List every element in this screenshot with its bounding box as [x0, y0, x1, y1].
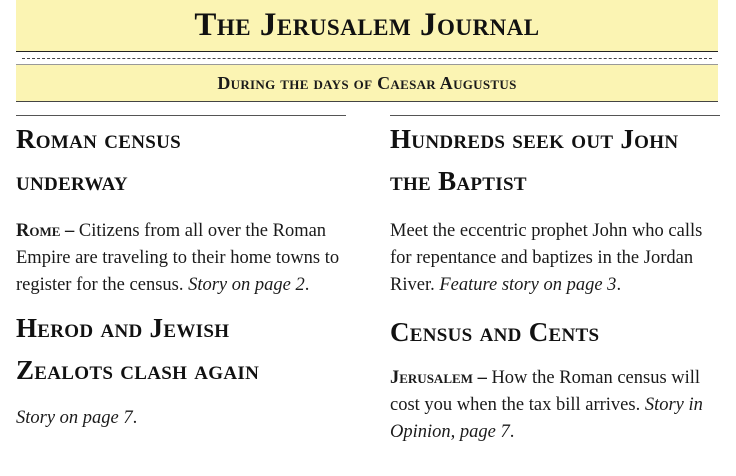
story-dash: –	[477, 368, 487, 388]
headline-line-2: Zealots clash again	[16, 355, 260, 385]
headline-census-and-cents: Census and Cents	[390, 317, 600, 347]
headline-line-1: Roman census	[16, 124, 181, 154]
story-dash: –	[65, 221, 75, 241]
story-john-the-baptist	[390, 218, 720, 299]
story-location: Rome	[16, 221, 61, 241]
headline-line-2: underway	[16, 166, 128, 196]
story-census-and-cents	[390, 365, 720, 446]
story-reference-period: .	[132, 408, 138, 428]
masthead-banner	[16, 0, 718, 52]
story-page-reference[interactable]: Story on page 2	[188, 275, 305, 295]
story-body: How the Roman census will cost you when the tax bill arrives.	[390, 368, 701, 415]
headline-roman-census	[16, 118, 346, 202]
headline-herod-zealots	[16, 307, 346, 391]
newspaper-title: The Jerusalem Journal	[194, 7, 540, 43]
dateline-text: During the days of Caesar Augustus	[217, 73, 517, 93]
story-roman-census	[16, 218, 346, 299]
story-herod-zealots	[16, 405, 346, 432]
headline-line-1: Herod and Jewish	[16, 313, 230, 343]
dashed-divider	[22, 58, 712, 59]
article-census-and-cents	[390, 311, 720, 446]
article-herod-zealots	[16, 307, 346, 432]
story-body: Meet the eccentric prophet John who calls for repentance and baptizes in the Jordan River.	[390, 221, 703, 295]
story-reference-period: .	[616, 275, 622, 295]
story-page-reference[interactable]: Feature story on page 3	[439, 275, 617, 295]
dateline-banner	[16, 64, 718, 102]
story-location: Jerusalem	[390, 368, 473, 388]
left-column	[16, 115, 346, 432]
story-page-reference[interactable]: Story in Opinion, page 7	[390, 395, 703, 442]
headline-john-the-baptist	[390, 118, 720, 202]
headline-line-2: the Baptist	[390, 166, 527, 196]
right-column	[390, 115, 720, 446]
article-roman-census	[16, 118, 346, 299]
article-john-the-baptist	[390, 118, 720, 299]
story-body: Citizens from all over the Roman Empire are traveling to their home towns to register for the census.	[16, 221, 340, 295]
story-page-reference[interactable]: Story on page 7	[16, 408, 133, 428]
story-reference-period: .	[509, 422, 515, 442]
story-reference-period: .	[304, 275, 310, 295]
headline-line-1: Hundreds seek out John	[390, 124, 679, 154]
